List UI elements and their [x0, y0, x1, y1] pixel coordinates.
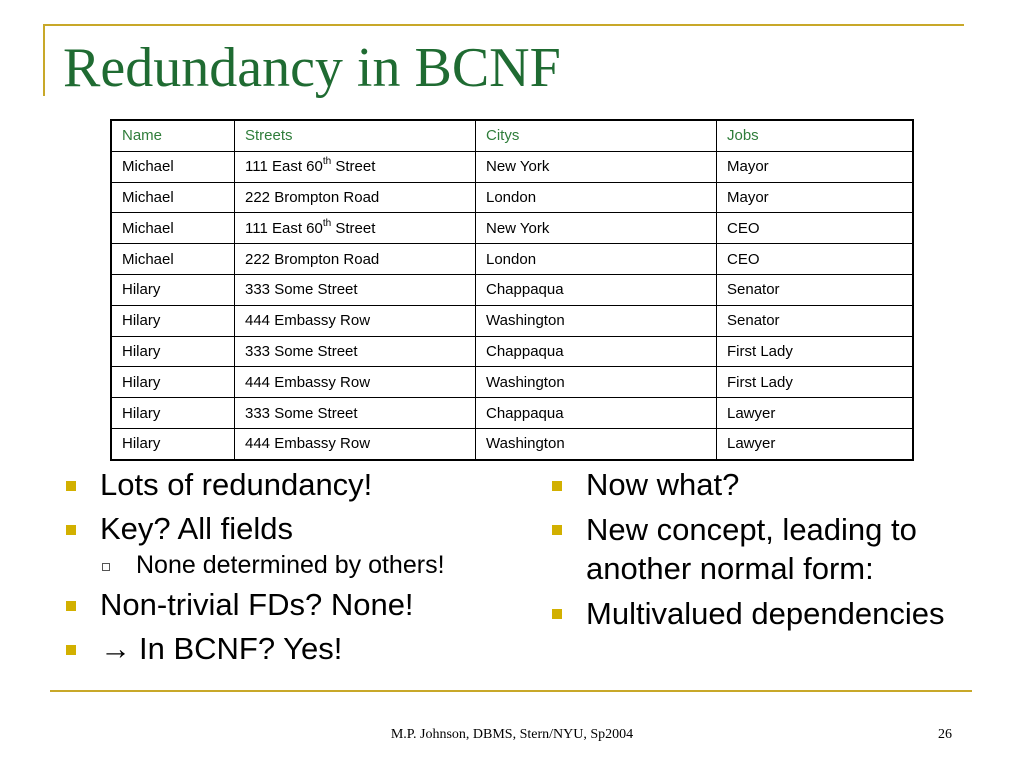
square-bullet-icon [66, 601, 76, 611]
cell-city: Washington [476, 305, 717, 336]
square-bullet-icon [552, 609, 562, 619]
page-number: 26 [938, 727, 952, 742]
street-tail: Street [331, 219, 376, 237]
table-row [111, 336, 913, 367]
table-row [111, 367, 913, 398]
cell-name: Michael [111, 182, 235, 213]
cell-street [235, 151, 476, 182]
cell-street: 444 Embassy Row [235, 305, 476, 336]
bullet-text: Lots of redundancy! [100, 467, 373, 502]
cell-city: New York [476, 151, 717, 182]
cell-name: Hilary [111, 305, 235, 336]
cell-city: London [476, 182, 717, 213]
bullet-item [548, 466, 988, 504]
street-ordinal: th [322, 156, 332, 168]
bullet-text: Multivalued dependencies [586, 596, 945, 631]
square-bullet-icon [552, 525, 562, 535]
cell-street: 333 Some Street [235, 336, 476, 367]
cell-job: First Lady [717, 336, 914, 367]
cell-name: Michael [111, 151, 235, 182]
street-tail: Street [331, 158, 376, 176]
table-row [111, 305, 913, 336]
bullet-text: New concept, leading to another normal form: [586, 512, 917, 586]
hollow-square-bullet-icon [102, 563, 110, 571]
bullet-item [62, 586, 532, 624]
cell-job: Senator [717, 305, 914, 336]
sub-bullet-item [62, 550, 532, 580]
cell-job: Lawyer [717, 428, 914, 459]
cell-name: Hilary [111, 428, 235, 459]
slide-title: Redundancy in BCNF [63, 37, 561, 99]
table-row [111, 213, 913, 244]
right-arrow-icon: → [100, 631, 131, 666]
cell-job: Mayor [717, 151, 914, 182]
cell-name: Hilary [111, 336, 235, 367]
frame-left-rule [43, 24, 45, 96]
bullet-item [548, 510, 988, 588]
sub-bullet-text: None determined by others! [136, 551, 445, 579]
cell-city: Chappaqua [476, 274, 717, 305]
column-header-jobs: Jobs [717, 120, 914, 151]
cell-name: Michael [111, 244, 235, 275]
street-ordinal: th [322, 217, 332, 229]
frame-bottom-rule [50, 690, 972, 692]
bullet-text: Non-trivial FDs? None! [100, 587, 414, 622]
column-header-streets: Streets [235, 120, 476, 151]
square-bullet-icon [552, 481, 562, 491]
bullet-text: In BCNF? Yes! [139, 631, 343, 666]
square-bullet-icon [66, 481, 76, 491]
table-row [111, 398, 913, 429]
square-bullet-icon [66, 645, 76, 655]
bullet-text: Now what? [586, 467, 740, 502]
cell-street [235, 213, 476, 244]
cell-name: Hilary [111, 367, 235, 398]
column-header-name: Name [111, 120, 235, 151]
slide-footer: M.P. Johnson, DBMS, Stern/NYU, Sp2004 [390, 727, 634, 742]
frame-top-rule [43, 24, 964, 26]
column-header-citys: Citys [476, 120, 717, 151]
cell-street: 444 Embassy Row [235, 428, 476, 459]
bullet-item [62, 510, 532, 548]
cell-name: Hilary [111, 274, 235, 305]
table-row [111, 182, 913, 213]
cell-street: 444 Embassy Row [235, 367, 476, 398]
cell-city: Chappaqua [476, 398, 717, 429]
table-header-row [111, 120, 913, 151]
cell-name: Hilary [111, 398, 235, 429]
table-row [111, 428, 913, 459]
cell-city: Washington [476, 428, 717, 459]
cell-city: New York [476, 213, 717, 244]
street-text: 111 East 60 [245, 219, 323, 237]
cell-street: 333 Some Street [235, 398, 476, 429]
cell-city: Washington [476, 367, 717, 398]
cell-job: CEO [717, 244, 914, 275]
cell-street: 222 Brompton Road [235, 182, 476, 213]
cell-city: London [476, 244, 717, 275]
cell-name: Michael [111, 213, 235, 244]
right-bullet-list [548, 466, 988, 639]
cell-street: 222 Brompton Road [235, 244, 476, 275]
square-bullet-icon [66, 525, 76, 535]
table-row [111, 274, 913, 305]
relation-table [110, 119, 914, 461]
cell-job: CEO [717, 213, 914, 244]
bullet-item [62, 630, 532, 668]
cell-job: Senator [717, 274, 914, 305]
cell-job: Mayor [717, 182, 914, 213]
cell-job: First Lady [717, 367, 914, 398]
cell-street: 333 Some Street [235, 274, 476, 305]
street-text: 111 East 60 [245, 158, 323, 176]
bullet-text: Key? All fields [100, 511, 293, 546]
cell-city: Chappaqua [476, 336, 717, 367]
left-bullet-list [62, 466, 532, 674]
cell-job: Lawyer [717, 398, 914, 429]
table-row [111, 244, 913, 275]
bullet-item [548, 594, 988, 633]
bullet-item [62, 466, 532, 504]
table-row [111, 151, 913, 182]
